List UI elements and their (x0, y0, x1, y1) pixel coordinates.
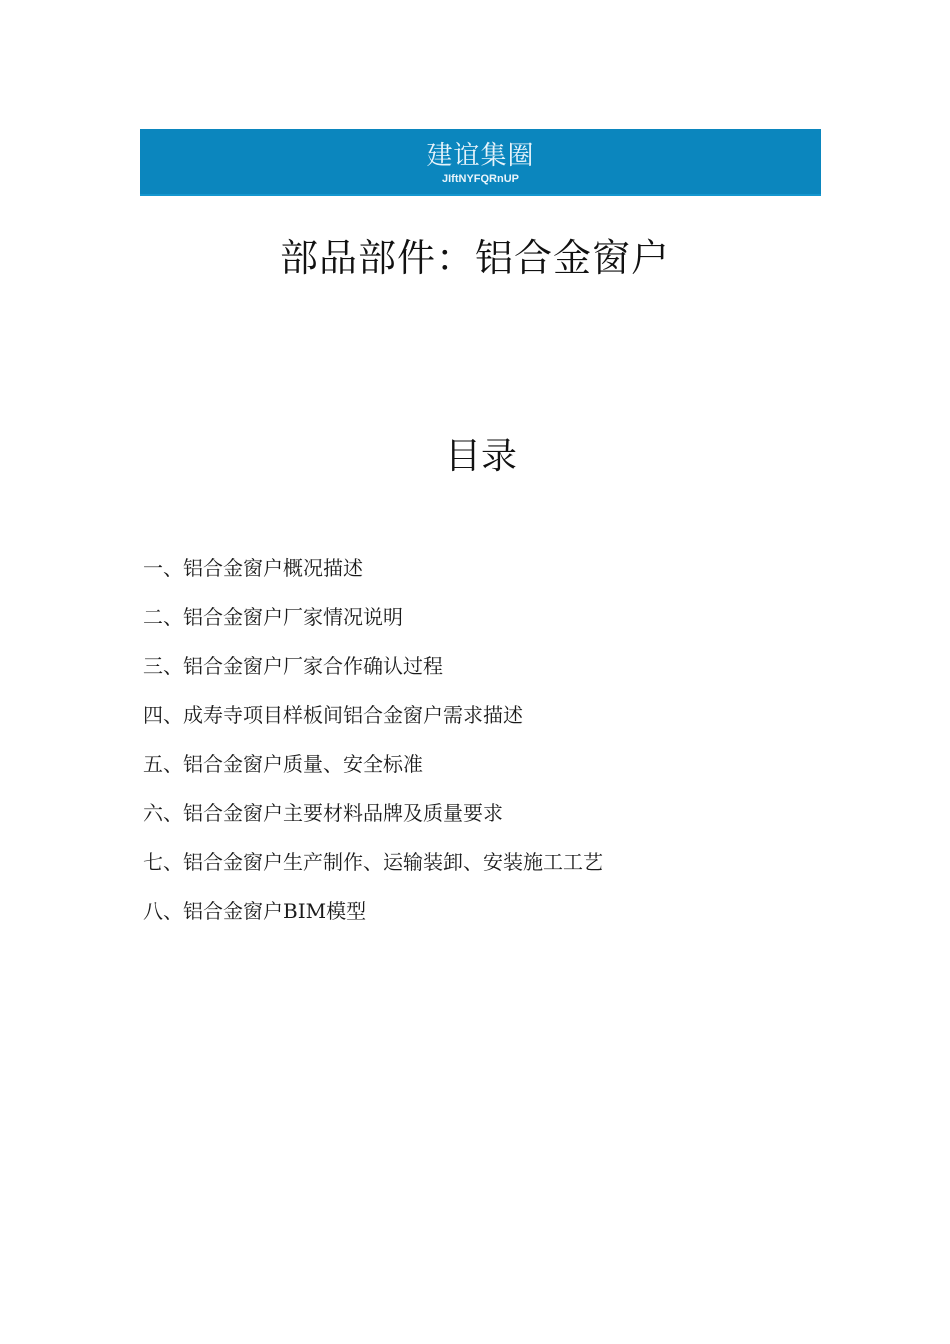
toc-item: 一、铝合金窗户概况描述 (143, 556, 363, 580)
company-subtitle: JIftNYFQRnUP (442, 173, 519, 185)
toc-item: 三、铝合金窗户厂家合作确认过程 (143, 654, 443, 678)
toc-item: 六、铝合金窗户主要材料品牌及质量要求 (143, 801, 503, 825)
company-banner (140, 129, 821, 196)
toc-item: 七、铝合金窗户生产制作、运输装卸、安装施工工艺 (143, 850, 603, 874)
toc-heading: 目录 (444, 436, 517, 477)
toc-item: 五、铝合金窗户质量、安全标准 (143, 752, 423, 776)
toc-item: 八、铝合金窗户BIM模型 (143, 899, 367, 923)
document-title: 部品部件：铝合金窗户 (279, 236, 670, 280)
toc-item: 二、铝合金窗户厂家情况说明 (143, 605, 403, 629)
company-name: 建谊集圈 (426, 141, 535, 171)
toc-list (143, 553, 603, 945)
toc-item: 四、成寿寺项目样板间铝合金窗户需求描述 (143, 703, 523, 727)
